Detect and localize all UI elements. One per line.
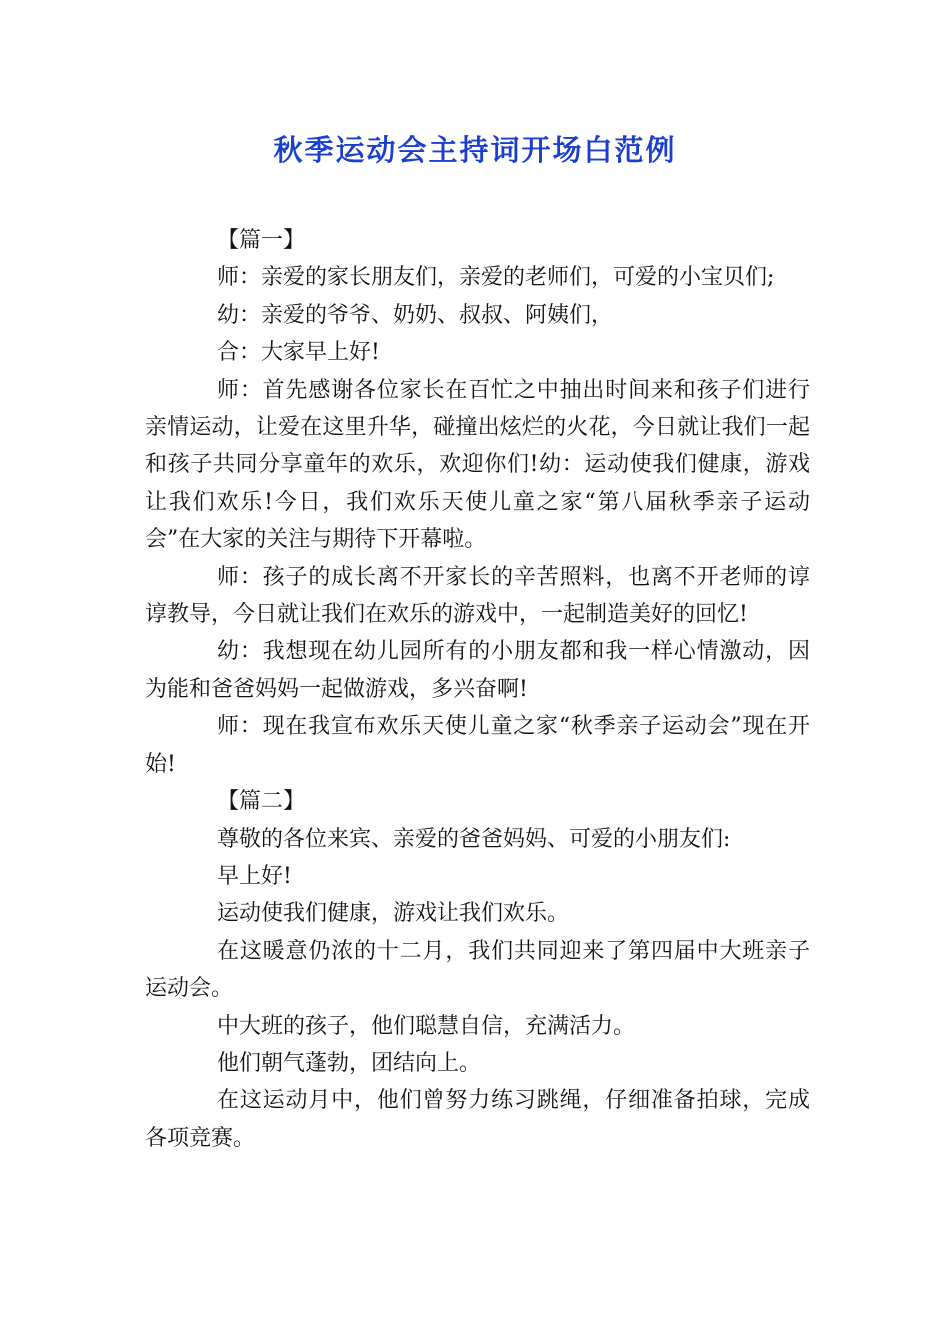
paragraph: 中大班的孩子，他们聪慧自信，充满活力。 xyxy=(217,1013,636,1039)
paragraph: 幼：我想现在幼儿园所有的小朋友都和我一样心情激动，因为能和爸爸妈妈一起做游戏，多兴奋啊! xyxy=(145,639,810,702)
paragraph: 尊敬的各位来宾、亲爱的爸爸妈妈、可爱的小朋友们: xyxy=(217,826,731,852)
paragraph: 在这运动月中，他们曾努力练习跳绳，仔细准备拍球，完成各项竞赛。 xyxy=(145,1088,810,1151)
paragraph: 合：大家早上好! xyxy=(217,340,380,366)
paragraph: 【篇一】 xyxy=(217,228,306,253)
paragraph: 在这暖意仍浓的十二月，我们共同迎来了第四届中大班亲子运动会。 xyxy=(145,938,810,1002)
paragraph: 师：孩子的成长离不开家长的辛苦照料，也离不开老师的谆谆教导，今日就让我们在欢乐的游戏中，一起制造美好的回忆! xyxy=(145,564,810,628)
paragraph: 师：首先感谢各位家长在百忙之中抽出时间来和孩子们进行亲情运动，让爱在这里升华，碰撞出炫烂的火花，今日就让我们一起和孩子共同分享童年的欢乐，欢迎你们!幼：运动使我们健康，游戏让我们欢乐!今日，我们欢乐天使儿童之家“第八届秋季亲子运动会”在大家的关注与期待下开幕啦。 xyxy=(145,377,810,553)
document-title: 秋季运动会主持词开场白范例 xyxy=(273,133,677,167)
document-body xyxy=(145,222,810,1157)
paragraph: 早上好! xyxy=(217,863,292,889)
paragraph: 幼：亲爱的爷爷、奶奶、叔叔、阿姨们， xyxy=(217,302,614,328)
paragraph: 【篇二】 xyxy=(217,789,306,815)
paragraph: 他们朝气蓬勃，团结向上。 xyxy=(217,1050,482,1076)
paragraph: 运动使我们健康，游戏让我们欢乐。 xyxy=(217,901,570,927)
paragraph: 师：亲爱的家长朋友们，亲爱的老师们，可爱的小宝贝们; xyxy=(217,265,775,291)
paragraph: 师：现在我宣布欢乐天使儿童之家“秋季亲子运动会”现在开始! xyxy=(145,714,810,777)
